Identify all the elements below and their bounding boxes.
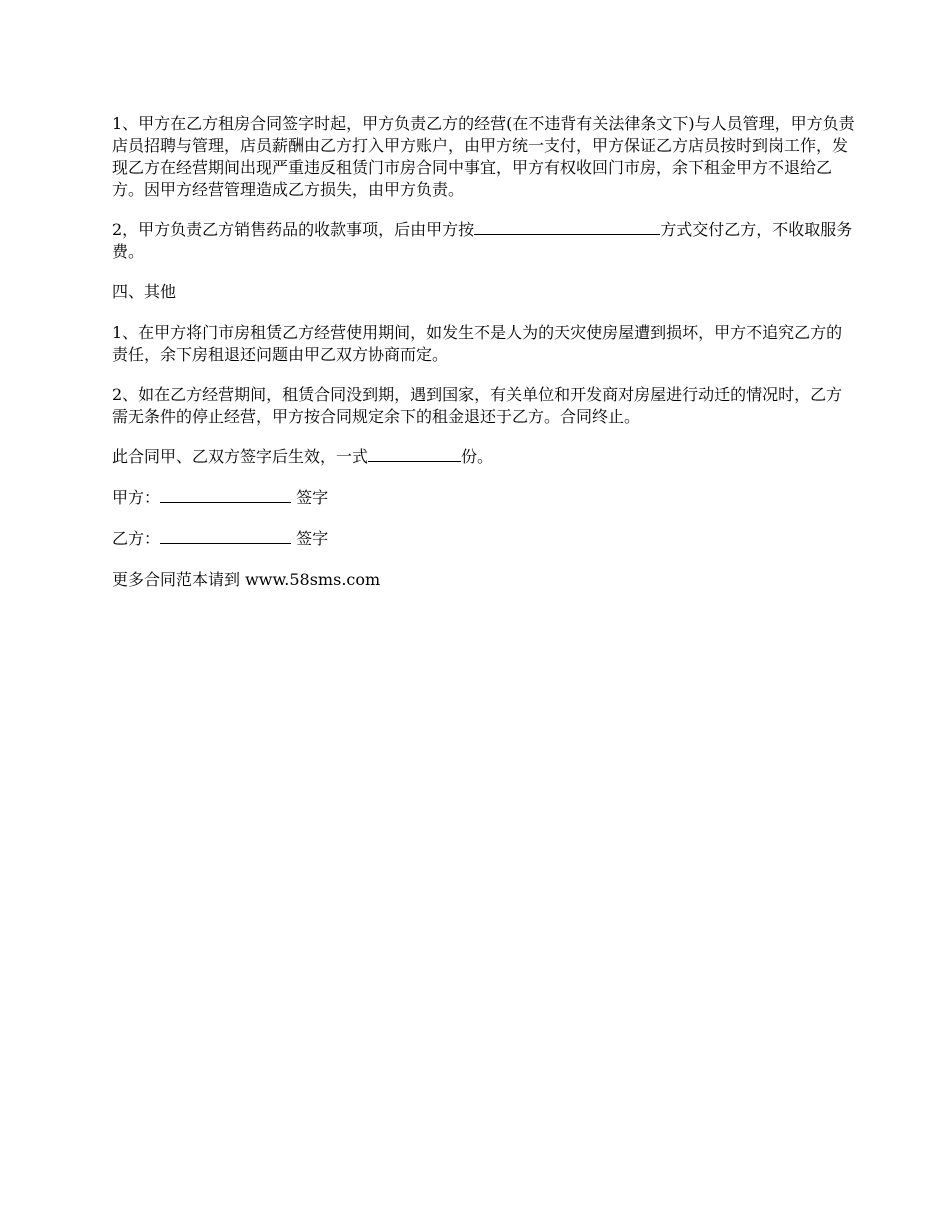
party-b-label: 乙方： bbox=[112, 529, 161, 548]
clause-payment-text-after: 方式交付乙方，不收取服务费。 bbox=[112, 220, 853, 261]
contract-document bbox=[112, 113, 857, 610]
clause-disaster: 1、在甲方将门市房租赁乙方经营使用期间，如发生不是人为的天灾使房屋遭到损坏，甲方不追究乙方的责任，余下房租退还问题由甲乙双方协商而定。 bbox=[112, 323, 843, 364]
copies-count-blank bbox=[368, 446, 461, 462]
signature-party-b bbox=[112, 528, 857, 550]
signature-party-a bbox=[112, 487, 857, 509]
party-a-label: 甲方： bbox=[112, 488, 161, 507]
clause-payment-text-before: 2，甲方负责乙方销售药品的收款事项，后由甲方按 bbox=[112, 220, 475, 239]
footer-link-text: 更多合同范本请到 www.58sms.com bbox=[112, 570, 381, 589]
section-heading-other: 四、其他 bbox=[112, 282, 177, 301]
clause-management: 1、甲方在乙方租房合同签字时起，甲方负责乙方的经营(在不违背有关法律条文下)与人员管理，甲方负责店员招聘与管理，店员薪酬由乙方打入甲方账户，由甲方统一支付，甲方保证乙方店员按时到岗工作，发现乙方在经营期间出现严重违反租赁门市房合同中事宜，甲方有权收回门市房，余下租金甲方不退给乙方。因甲方经营管理造成乙方损失，由甲方负责。 bbox=[112, 114, 855, 199]
clause-payment bbox=[112, 219, 857, 263]
clause-copies bbox=[112, 446, 857, 468]
party-b-signature-blank bbox=[160, 528, 291, 544]
party-b-sign-suffix: 签字 bbox=[291, 529, 329, 548]
payment-method-blank bbox=[474, 219, 660, 235]
clause-copies-text-after: 份。 bbox=[461, 447, 494, 466]
party-a-sign-suffix: 签字 bbox=[291, 488, 329, 507]
clause-copies-text-before: 此合同甲、乙双方签字后生效，一式 bbox=[112, 447, 369, 466]
party-a-signature-blank bbox=[160, 487, 291, 503]
clause-relocation: 2、如在乙方经营期间，租赁合同没到期，遇到国家，有关单位和开发商对房屋进行动迁的情况时，乙方需无条件的停止经营，甲方按合同规定余下的租金退还于乙方。合同终止。 bbox=[112, 385, 843, 426]
